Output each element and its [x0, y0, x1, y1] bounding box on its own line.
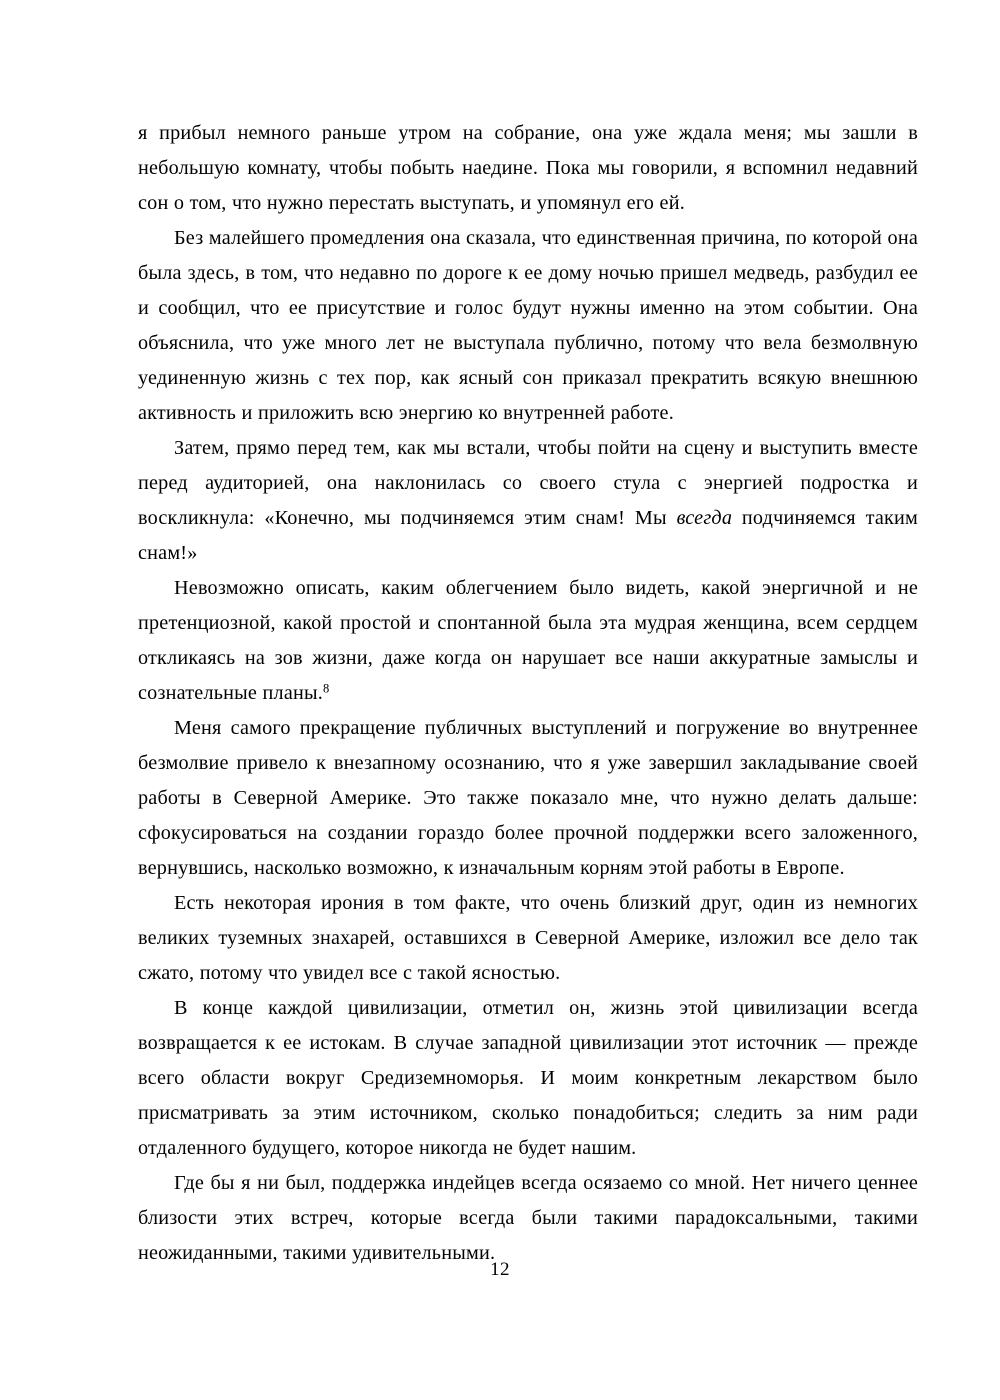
paragraph-end-of-civilization: В конце каждой цивилизации, отметил он, жизнь этой цивилизации всегда возвращается к ее истокам. В случае западной цивилизации этот источник — прежде всего области вокруг Средиземноморья. И моим конкретным лекарством было присматривать за этим источником, сколько понадобиться; следить за ним ради отдаленного будущего, которое никогда не будет нашим.: [138, 997, 918, 1159]
paragraph-text-before-italic: Затем, прямо перед тем, как мы встали, чтобы пойти на сцену и выступить вместе перед аудиторией, она наклонилась со своего стула с энергией подростка и воскликнула: «Конечно, мы подчиняемся этим снам! Мы: [138, 437, 918, 529]
paragraph-bear-dream: Без малейшего промедления она сказала, что единственная причина, по которой она была здесь, в том, что недавно по дороге к ее дому ночью пришел медведь, разбудил ее и сообщил, что ее присутствие и голос будут нужны именно на этом событии. Она объяснила, что уже много лет не выступала публично, потому что вела безмолвную уединенную жизнь с тех пор, как ясный сон приказал прекратить всякую внешнюю активность и приложить всю энергию ко внутренней работе.: [138, 227, 918, 424]
paragraph-medicine-man-irony: Есть некоторая ирония в том факте, что очень близкий друг, один из немногих великих туземных знахарей, оставшихся в Северной Америке, изложил все дело так сжато, потому что увидел все с такой ясностью.: [138, 892, 918, 984]
page-number-folio: 12: [490, 1259, 510, 1280]
paragraph-continuation: я прибыл немного раньше утром на собрание, она уже ждала меня; мы зашли в небольшую комнату, чтобы побыть наедине. Пока мы говорили, я вспомнил недавний сон о том, что нужно перестать выступать, и упомянул его ей.: [138, 122, 918, 214]
paragraph-indian-support: Где бы я ни был, поддержка индейцев всегда осязаемо со мной. Нет ничего ценнее близости этих встреч, которые всегда были такими парадоксальными, такими неожиданными, такими удивительными.: [138, 1172, 918, 1264]
paragraph-text-before-footnote: Невозможно описать, каким облегчением было видеть, какой энергичной и не претенциозной, какой простой и спонтанной была эта мудрая женщина, всем сердцем откликаясь на зов жизни, даже когда он нарушает все наши аккуратные замыслы и сознательные планы.: [138, 577, 918, 704]
footnote-reference-marker[interactable]: 8: [323, 681, 330, 696]
paragraph-stage-exclamation: [138, 431, 918, 571]
paragraph-inner-silence: Меня самого прекращение публичных выступлений и погружение во внутреннее безмолвие привело к внезапному осознанию, что я уже завершил закладывание своей работы в Северной Америке. Это также показало мне, что нужно делать дальше: сфокусироваться на создании гораздо более прочной поддержки всего заложенного, вернувшись, насколько возможно, к изначальным корням этой работы в Европе.: [138, 717, 918, 879]
emphasis-always: всегда: [676, 507, 733, 529]
paragraph-text-after-italic: подчиняемся таким снам!»: [138, 507, 918, 564]
paragraph-wise-woman: [138, 571, 918, 711]
page-text-block: [138, 116, 918, 1271]
